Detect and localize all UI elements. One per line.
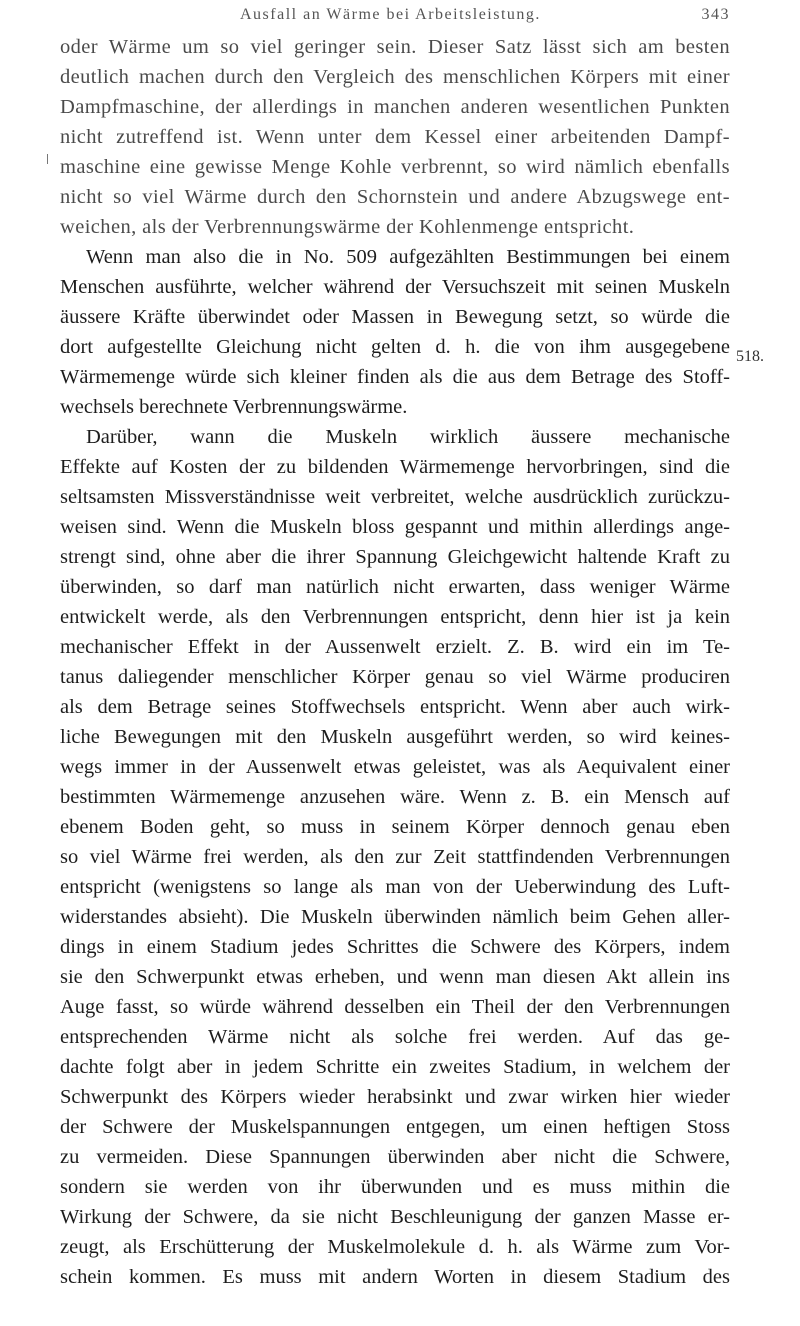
text-line: wechsels berechnete Verbrennungswärme. — [60, 396, 408, 418]
page-number: 343 — [701, 6, 730, 23]
text-line: ebenem Boden geht, so muss in seinem Körper dennoch genau eben — [60, 816, 730, 838]
text-line: entsprechenden Wärme nicht als solche frei werden. Auf das ge- — [60, 1026, 730, 1048]
text-line: widerstandes absieht). Die Muskeln überwinden nämlich beim Gehen aller- — [60, 906, 730, 928]
text-line: der Schwere der Muskelspannungen entgegen, um einen heftigen Stoss — [60, 1116, 730, 1138]
text-line: dort aufgestellte Gleichung nicht gelten d. h. die von ihm ausgegebene — [60, 336, 730, 358]
text-line: Wirkung der Schwere, da sie nicht Beschleunigung der ganzen Masse er- — [60, 1206, 730, 1228]
body-text — [60, 32, 730, 1292]
text-line: mechanischer Effekt in der Aussenwelt erzielt. Z. B. wird ein im Te- — [60, 636, 730, 658]
text-line: maschine eine gewisse Menge Kohle verbrennt, so wird nämlich ebenfalls — [60, 156, 730, 178]
text-line: deutlich machen durch den Vergleich des menschlichen Körpers mit einer — [60, 66, 730, 88]
text-line: tanus daliegender menschlicher Körper genau so viel Wärme produciren — [60, 666, 730, 688]
text-line: bestimmten Wärmemenge anzusehen wäre. Wenn z. B. ein Mensch auf — [60, 786, 730, 808]
text-line: sie den Schwerpunkt etwas erheben, und wenn man diesen Akt allein ins — [60, 966, 730, 988]
text-line: strengt sind, ohne aber die ihrer Spannung Gleichgewicht haltende Kraft zu — [60, 546, 730, 568]
text-line: nicht so viel Wärme durch den Schornstein und andere Abzugswege ent- — [60, 186, 730, 208]
running-head — [60, 6, 730, 30]
text-line: so viel Wärme frei werden, als den zur Zeit stattfindenden Verbrennungen — [60, 846, 730, 868]
text-line: zu vermeiden. Diese Spannungen überwinden aber nicht die Schwere, — [60, 1146, 730, 1168]
text-line: zeugt, als Erschütterung der Muskelmolekule d. h. als Wärme zum Vor- — [60, 1236, 730, 1258]
text-line: entwickelt werde, als den Verbrennungen entspricht, denn hier ist ja kein — [60, 606, 730, 628]
text-line: überwinden, so darf man natürlich nicht erwarten, dass weniger Wärme — [60, 576, 730, 598]
text-line: schein kommen. Es muss mit andern Worten in diesem Stadium des — [60, 1266, 730, 1288]
text-line: weisen sind. Wenn die Muskeln bloss gespannt und mithin allerdings ange- — [60, 516, 730, 538]
margin-section-number: 518. — [736, 348, 764, 365]
text-line: liche Bewegungen mit den Muskeln ausgeführt werden, so wird keines- — [60, 726, 730, 748]
text-line: Schwerpunkt des Körpers wieder herabsinkt und zwar wirken hier wieder — [60, 1086, 730, 1108]
text-line: dachte folgt aber in jedem Schritte ein zweites Stadium, in welchem der — [60, 1056, 730, 1078]
text-line: entspricht (wenigstens so lange als man von der Ueberwindung des Luft- — [60, 876, 730, 898]
text-line: sondern sie werden von ihr überwunden und es muss mithin die — [60, 1176, 730, 1198]
text-line: nicht zutreffend ist. Wenn unter dem Kessel einer arbeitenden Dampf- — [60, 126, 730, 148]
text-line: Menschen ausführte, welcher während der Versuchszeit mit seinen Muskeln — [60, 276, 730, 298]
running-title: Ausfall an Wärme bei Arbeitsleistung. — [240, 6, 541, 23]
text-line: Darüber, wann die Muskeln wirklich äussere mechanische — [86, 426, 730, 448]
text-line: Effekte auf Kosten der zu bildenden Wärmemenge hervorbringen, sind die — [60, 456, 730, 478]
text-line: Wärmemenge würde sich kleiner finden als die aus dem Betrage des Stoff- — [60, 366, 730, 388]
text-line: Auge fasst, so würde während desselben ein Theil der den Verbrennungen — [60, 996, 730, 1018]
text-line: weichen, als der Verbrennungswärme der Kohlenmenge entspricht. — [60, 216, 635, 238]
text-line: äussere Kräfte überwindet oder Massen in Bewegung setzt, so würde die — [60, 306, 730, 328]
text-line: oder Wärme um so viel geringer sein. Dieser Satz lässt sich am besten — [60, 36, 730, 58]
text-line: als dem Betrage seines Stoffwechsels entspricht. Wenn aber auch wirk- — [60, 696, 730, 718]
margin-mark — [47, 154, 48, 164]
text-line: wegs immer in der Aussenwelt etwas geleistet, was als Aequivalent einer — [60, 756, 730, 778]
text-line: seltsamsten Missverständnisse weit verbreitet, welche ausdrücklich zurückzu- — [60, 486, 730, 508]
text-line: Wenn man also die in No. 509 aufgezählten Bestimmungen bei einem — [86, 246, 730, 268]
text-line: dings in einem Stadium jedes Schrittes die Schwere des Körpers, indem — [60, 936, 730, 958]
text-line: Dampfmaschine, der allerdings in manchen anderen wesentlichen Punkten — [60, 96, 730, 118]
